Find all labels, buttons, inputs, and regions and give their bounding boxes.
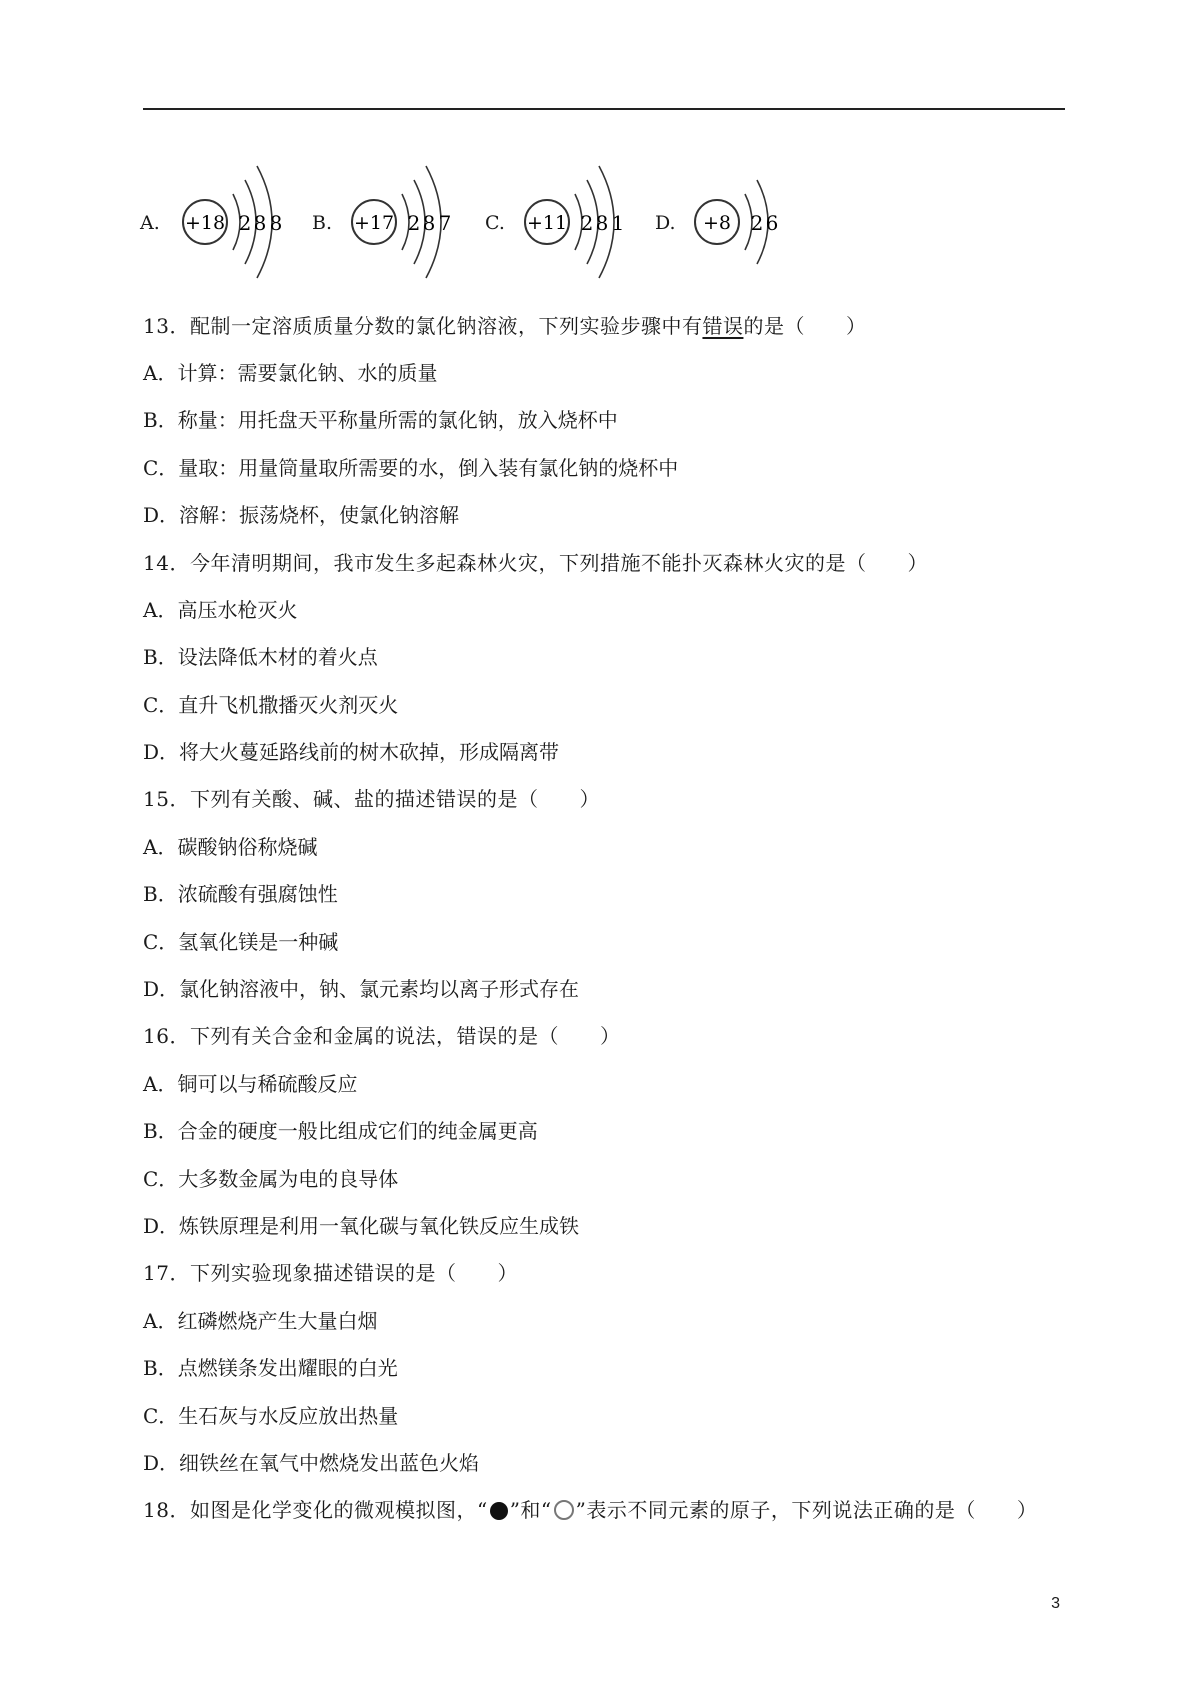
shell-electrons: 8	[269, 211, 283, 235]
black-atom-icon	[490, 1502, 508, 1520]
question-13-stem: 13．配制一定溶质质量分数的氯化钠溶液，下列实验步骤中有错误的是（ ）	[143, 314, 867, 338]
question-13-option-c: C．量取：用量筒量取所需要的水，倒入装有氯化钠的烧杯中	[143, 456, 679, 480]
nucleus-charge: +11	[526, 212, 568, 234]
question-15-option-b: B．浓硫酸有强腐蚀性	[143, 882, 338, 906]
question-16-option-c: C．大多数金属为电的良导体	[143, 1167, 399, 1191]
atom-structure-figure	[344, 152, 454, 292]
shell-electrons: 8	[253, 211, 267, 235]
atom-structure-figure	[687, 152, 787, 292]
question-17-stem: 17．下列实验现象描述错误的是（ ）	[143, 1261, 518, 1285]
nucleus-charge: +8	[702, 212, 732, 234]
shell-electrons: 2	[750, 211, 764, 235]
question-14-stem: 14．今年清明期间，我市发生多起森林火灾，下列措施不能扑灭森林火灾的是（ ）	[143, 551, 928, 575]
shell-electrons: 2	[580, 211, 594, 235]
page-number: 3	[1051, 1595, 1060, 1612]
shell-electrons: 8	[595, 211, 609, 235]
question-15-option-a: A．碳酸钠俗称烧碱	[143, 835, 318, 859]
question-17-option-c: C．生石灰与水反应放出热量	[143, 1404, 399, 1428]
question-14-option-a: A．高压水枪灭火	[143, 598, 298, 622]
question-16-stem: 16．下列有关合金和金属的说法，错误的是（ ）	[143, 1024, 621, 1048]
question-16-option-a: A．铜可以与稀硫酸反应	[143, 1072, 358, 1096]
question-14-option-c: C．直升飞机撒播灭火剂灭火	[143, 693, 399, 717]
question-18-stem: 18．如图是化学变化的微观模拟图，“ ”和“ ”表示不同元素的原子，下列说法正确的是（ ）	[143, 1498, 1038, 1522]
question-15-option-d: D．氯化钠溶液中，钠、氯元素均以离子形式存在	[143, 977, 580, 1001]
white-atom-icon	[554, 1500, 574, 1520]
question-13-option-b: B．称量：用托盘天平称量所需的氯化钠，放入烧杯中	[143, 408, 618, 432]
option-label: D.	[655, 212, 676, 234]
option-label: C.	[485, 212, 505, 234]
nucleus-charge: +17	[353, 212, 395, 234]
question-14-option-d: D．将大火蔓延路线前的树木砍掉，形成隔离带	[143, 740, 560, 764]
shell-electrons: 8	[422, 211, 436, 235]
nucleus-charge: +18	[184, 212, 226, 234]
shell-electrons: 2	[407, 211, 421, 235]
shell-electrons: 6	[765, 211, 779, 235]
question-14-option-b: B．设法降低木材的着火点	[143, 645, 378, 669]
option-label: A.	[140, 212, 160, 234]
shell-electrons: 2	[238, 211, 252, 235]
question-16-option-b: B．合金的硬度一般比组成它们的纯金属更高	[143, 1119, 538, 1143]
shell-electrons: 1	[611, 211, 625, 235]
question-15-option-c: C．氢氧化镁是一种碱	[143, 930, 339, 954]
option-label: B.	[312, 212, 333, 234]
question-13-option-d: D．溶解：振荡烧杯，使氯化钠溶解	[143, 503, 460, 527]
atom-structure-figure	[517, 152, 627, 292]
header-rule	[143, 108, 1065, 110]
question-17-option-b: B．点燃镁条发出耀眼的白光	[143, 1356, 398, 1380]
atom-diagram-row	[140, 152, 800, 292]
question-17-option-a: A．红磷燃烧产生大量白烟	[143, 1309, 378, 1333]
question-13-option-a: A．计算：需要氯化钠、水的质量	[143, 361, 438, 385]
shell-electrons: 7	[438, 211, 452, 235]
underlined-keyword: 错误	[702, 314, 744, 338]
question-17-option-d: D．细铁丝在氧气中燃烧发出蓝色火焰	[143, 1451, 480, 1475]
atom-structure-figure	[175, 152, 285, 292]
question-16-option-d: D．炼铁原理是利用一氧化碳与氧化铁反应生成铁	[143, 1214, 580, 1238]
question-15-stem: 15．下列有关酸、碱、盐的描述错误的是（ ）	[143, 787, 600, 811]
